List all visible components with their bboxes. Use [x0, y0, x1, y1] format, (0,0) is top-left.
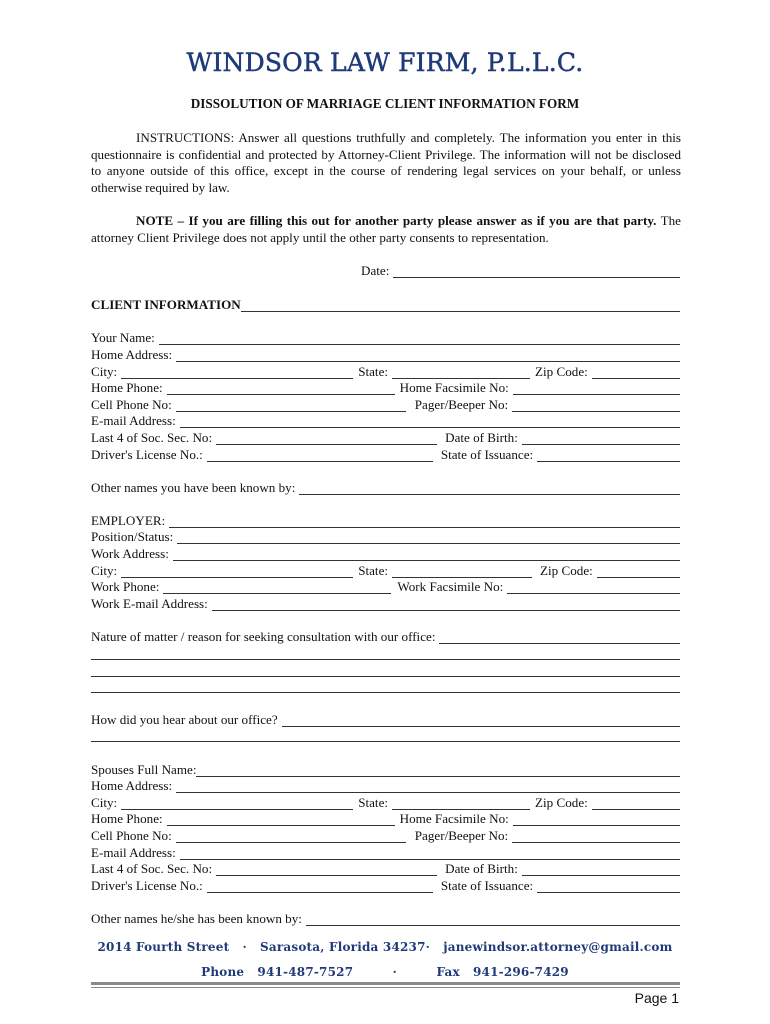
firm-name: WINDSOR LAW FIRM, P.L.L.C.	[186, 48, 584, 77]
city-field[interactable]	[121, 367, 353, 379]
employer-zip-field[interactable]	[597, 566, 680, 578]
work-phone-row	[91, 578, 680, 594]
date-field[interactable]	[393, 266, 680, 278]
form-title: DISSOLUTION OF MARRIAGE CLIENT INFORMATION FORM	[190, 96, 580, 111]
ssn-row	[91, 429, 680, 445]
spouse-cell-label: Cell Phone No:	[91, 828, 172, 843]
spouse-license-label: Driver's License No.:	[91, 878, 203, 893]
home-address-row	[91, 346, 680, 362]
home-phone-field[interactable]	[167, 383, 395, 395]
zip-field[interactable]	[592, 367, 680, 379]
footer-address-line	[0, 940, 770, 954]
date-label: Date:	[361, 263, 390, 278]
spouse-home-phone-field[interactable]	[167, 814, 395, 826]
hear-label: How did you hear about our office?	[91, 712, 278, 727]
employer-state-label: State:	[358, 563, 389, 578]
spouse-other-names-label: Other names he/she has been known by:	[91, 911, 302, 926]
position-row	[91, 528, 680, 544]
work-address-row	[91, 545, 680, 561]
ssn-field[interactable]	[216, 433, 437, 445]
home-phone-row	[91, 379, 680, 395]
spouse-home-fax-field[interactable]	[513, 814, 680, 826]
spouse-home-phone-row	[91, 810, 680, 826]
instructions-text: INSTRUCTIONS: Answer all questions truthfully and completely. The information you enter in this questionnaire is confidential and protected by Attorney-Client Privilege. The information will not be disclosed to anyone outside of this office, except in the course of rendering legal services on your behalf, or unless otherwise required by law.	[91, 130, 681, 195]
hear-field[interactable]	[282, 715, 680, 727]
work-phone-label: Work Phone:	[91, 579, 160, 594]
spouse-dob-label: Date of Birth:	[445, 861, 518, 876]
cell-phone-field[interactable]	[176, 400, 406, 412]
issuance-label: State of Issuance:	[440, 447, 534, 462]
footer-phone: 941-487-7527	[257, 965, 354, 979]
nature-extra-line[interactable]	[91, 676, 680, 677]
license-field[interactable]	[207, 450, 433, 462]
spouse-city-field[interactable]	[121, 798, 353, 810]
client-heading-rule	[241, 300, 680, 312]
spouse-email-row	[91, 844, 680, 860]
footer-city: Sarasota, Florida 34237	[260, 940, 426, 954]
cell-phone-label: Cell Phone No:	[91, 397, 172, 412]
your-name-row	[91, 329, 680, 345]
spouse-pager-field[interactable]	[512, 831, 680, 843]
your-name-label: Your Name:	[91, 330, 155, 345]
state-label: State:	[358, 364, 389, 379]
employer-field[interactable]	[169, 516, 680, 528]
spouse-ssn-label: Last 4 of Soc. Sec. No:	[91, 861, 213, 876]
dob-field[interactable]	[522, 433, 680, 445]
spouse-license-row	[91, 877, 680, 893]
spouse-issuance-field[interactable]	[537, 881, 680, 893]
spouse-home-fax-label: Home Facsimile No:	[399, 811, 509, 826]
spouse-email-field[interactable]	[180, 848, 680, 860]
home-fax-label: Home Facsimile No:	[399, 380, 509, 395]
footer-rule	[91, 982, 680, 985]
work-fax-label: Work Facsimile No:	[397, 579, 504, 594]
employer-state-field[interactable]	[392, 566, 532, 578]
hear-extra-line[interactable]	[91, 741, 680, 742]
spouse-other-names-row	[91, 910, 680, 926]
employer-label: EMPLOYER:	[91, 513, 166, 528]
nature-row	[91, 628, 680, 644]
spouse-state-label: State:	[358, 795, 389, 810]
email-row	[91, 412, 680, 428]
employer-city-field[interactable]	[121, 566, 353, 578]
spouse-state-field[interactable]	[392, 798, 530, 810]
spouse-name-row	[91, 761, 680, 777]
page-number: Page 1	[634, 990, 679, 1006]
note-text: The attorney Client Privilege does not apply until the other party consents to representation.	[91, 213, 681, 245]
client-heading-row	[91, 296, 680, 312]
footer-fax: 941-296-7429	[473, 965, 569, 979]
footer-email: janewindsor.attorney@gmail.com	[443, 940, 673, 954]
note-bold-text: NOTE – If you are filling this out for another party please answer as if you are that party.	[136, 213, 657, 228]
spouse-cell-row	[91, 827, 680, 843]
nature-field[interactable]	[439, 632, 680, 644]
other-names-label: Other names you have been known by:	[91, 480, 296, 495]
nature-extra-line[interactable]	[91, 692, 680, 693]
zip-label: Zip Code:	[535, 364, 588, 379]
spouse-city-label: City:	[91, 795, 118, 810]
work-fax-field[interactable]	[507, 582, 680, 594]
spouse-zip-field[interactable]	[592, 798, 680, 810]
footer-separator: ·	[242, 940, 247, 954]
nature-extra-line[interactable]	[91, 659, 680, 660]
your-name-field[interactable]	[159, 333, 680, 345]
spouse-city-row	[91, 794, 680, 810]
work-email-field[interactable]	[212, 599, 680, 611]
spouse-license-field[interactable]	[207, 881, 433, 893]
work-address-field[interactable]	[173, 549, 680, 561]
home-phone-label: Home Phone:	[91, 380, 163, 395]
other-names-field[interactable]	[299, 483, 680, 495]
email-field[interactable]	[180, 416, 680, 428]
date-row	[361, 262, 680, 278]
footer-separator: ·	[425, 940, 431, 954]
employer-city-label: City:	[91, 563, 118, 578]
spouse-dob-field[interactable]	[522, 864, 680, 876]
spouse-home-phone-label: Home Phone:	[91, 811, 163, 826]
issuance-field[interactable]	[537, 450, 680, 462]
position-field[interactable]	[177, 532, 680, 544]
work-address-label: Work Address:	[91, 546, 169, 561]
email-label: E-mail Address:	[91, 413, 176, 428]
hear-row	[91, 711, 680, 727]
employer-row	[91, 512, 680, 528]
spouse-name-field[interactable]	[196, 765, 680, 777]
pager-field[interactable]	[512, 400, 680, 412]
spouse-pager-label: Pager/Beeper No:	[414, 828, 509, 843]
spouse-address-label: Home Address:	[91, 778, 173, 793]
spouse-cell-field[interactable]	[176, 831, 406, 843]
work-email-row	[91, 595, 680, 611]
spouse-other-names-field[interactable]	[306, 914, 680, 926]
home-address-label: Home Address:	[91, 347, 173, 362]
footer-fax-label: Fax	[436, 965, 460, 979]
spouse-email-label: E-mail Address:	[91, 845, 176, 860]
work-email-label: Work E-mail Address:	[91, 596, 208, 611]
state-field[interactable]	[392, 367, 530, 379]
footer-rule	[91, 987, 680, 988]
position-label: Position/Status:	[91, 529, 174, 544]
spouse-ssn-row	[91, 860, 680, 876]
spouse-address-row	[91, 777, 680, 793]
pager-label: Pager/Beeper No:	[414, 397, 509, 412]
dob-label: Date of Birth:	[445, 430, 518, 445]
other-names-row	[91, 479, 680, 495]
spouse-ssn-field[interactable]	[216, 864, 437, 876]
license-row	[91, 446, 680, 462]
nature-label: Nature of matter / reason for seeking consultation with our office:	[91, 629, 436, 644]
ssn-label: Last 4 of Soc. Sec. No:	[91, 430, 213, 445]
city-state-zip-row	[91, 363, 680, 379]
note-paragraph	[91, 213, 681, 246]
instructions-paragraph	[91, 130, 681, 196]
client-section-heading: CLIENT INFORMATION	[91, 297, 241, 312]
spouse-address-field[interactable]	[176, 781, 680, 793]
footer-street: 2014 Fourth Street	[97, 940, 230, 954]
home-address-field[interactable]	[176, 350, 680, 362]
work-phone-field[interactable]	[163, 582, 391, 594]
footer-phone-line	[0, 965, 770, 979]
spouse-issuance-label: State of Issuance:	[440, 878, 534, 893]
spouse-zip-label: Zip Code:	[535, 795, 588, 810]
footer-separator: ·	[392, 965, 398, 979]
spouse-name-label: Spouses Full Name:	[91, 762, 197, 777]
city-label: City:	[91, 364, 118, 379]
home-fax-field[interactable]	[513, 383, 680, 395]
employer-zip-label: Zip Code:	[540, 563, 593, 578]
employer-city-row	[91, 562, 680, 578]
cell-phone-row	[91, 396, 680, 412]
license-label: Driver's License No.:	[91, 447, 203, 462]
footer-phone-label: Phone	[201, 965, 245, 979]
